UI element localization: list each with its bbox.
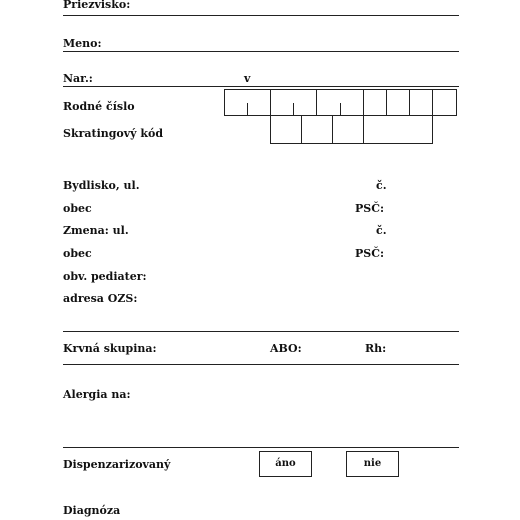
birth-number-divider [247, 103, 248, 116]
ozs-address-label: adresa OZS: [63, 292, 138, 305]
allergy-label: Alergia na: [63, 388, 131, 401]
blood-group-label: Krvná skupina: [63, 342, 157, 355]
birth-number-digit-4[interactable] [363, 89, 387, 116]
birth-field[interactable] [63, 86, 459, 87]
birth-number-digit-5[interactable] [386, 89, 410, 116]
temp-street-label: Zmena: ul. [63, 224, 129, 237]
birth-number-digit-7[interactable] [432, 89, 457, 116]
dispensary-label: Dispenzarizovaný [63, 458, 171, 471]
temp-zip-label: PSČ: [355, 247, 385, 260]
blood-abo-label: ABO: [270, 342, 302, 355]
birth-number-label: Rodné číslo [63, 100, 135, 113]
insurance-code-box-2[interactable] [301, 115, 333, 144]
pediatrician-label: obv. pediater: [63, 270, 147, 283]
name-label: Meno: [63, 37, 102, 50]
insurance-code-box-1[interactable] [270, 115, 302, 144]
separator-line [63, 331, 459, 332]
birth-date-label: Nar.: [63, 72, 93, 85]
dispensary-no-checkbox[interactable]: nie [346, 451, 399, 477]
insurance-code-label: Skratingový kód [63, 127, 164, 140]
surname-label: Priezvisko: [63, 0, 131, 11]
birth-number-digit-6[interactable] [409, 89, 433, 116]
diagnosis-label: Diagnóza [63, 504, 121, 517]
dispensary-yes-checkbox[interactable]: áno [259, 451, 312, 477]
temp-number-label: č. [376, 224, 387, 237]
residence-city-label: obec [63, 202, 92, 215]
insurance-code-box-4[interactable] [363, 115, 433, 144]
blood-rh-label: Rh: [365, 342, 387, 355]
birth-place-prefix: v [244, 72, 251, 85]
surname-field[interactable] [63, 15, 459, 16]
name-field[interactable] [63, 51, 459, 52]
allergy-field[interactable] [63, 447, 459, 448]
insurance-code-box-3[interactable] [332, 115, 364, 144]
residence-zip-label: PSČ: [355, 202, 385, 215]
residence-number-label: č. [376, 179, 387, 192]
temp-city-label: obec [63, 247, 92, 260]
blood-group-field[interactable] [63, 364, 459, 365]
residence-street-label: Bydlisko, ul. [63, 179, 140, 192]
